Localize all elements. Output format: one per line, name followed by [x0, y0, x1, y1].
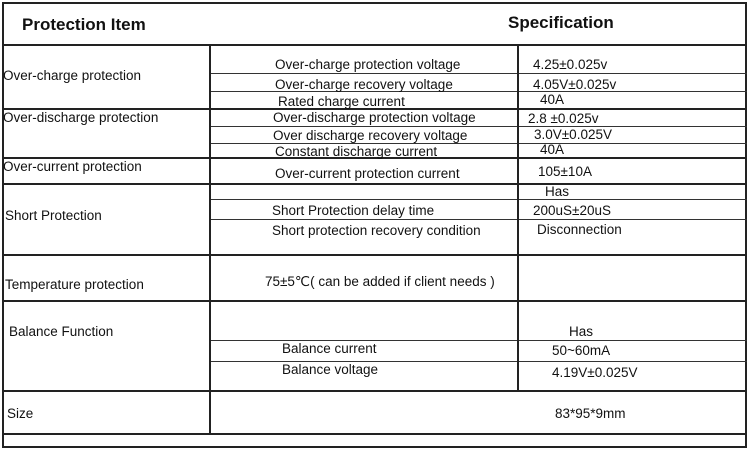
row-label-overcurrent: Over-current protection	[3, 159, 142, 174]
item-name: Over-charge protection voltage	[275, 57, 461, 72]
cell-divider	[210, 73, 747, 74]
item-name: Over-discharge protection voltage	[273, 110, 476, 125]
short-has-value: Has	[545, 184, 570, 199]
cell-divider	[210, 219, 747, 220]
row-label-overcharge: Over-charge protection	[3, 68, 142, 83]
item-value: 4.05V±0.025v	[533, 77, 617, 92]
size-value: 83*95*9mm	[555, 406, 626, 421]
row-label-balance: Balance Function	[9, 324, 114, 339]
header-specification: Specification	[508, 13, 614, 32]
item-value: 3.0V±0.025V	[534, 127, 612, 142]
item-name: Over-current protection current	[275, 166, 460, 181]
row-divider	[2, 300, 747, 302]
row-divider	[2, 390, 747, 392]
item-value: 40A	[540, 92, 565, 107]
row-label-overdischarge: Over-discharge protection	[3, 110, 159, 125]
item-value: 4.25±0.025v	[533, 57, 608, 72]
item-name: Short Protection delay time	[272, 203, 435, 218]
item-value: 200uS±20uS	[533, 203, 611, 218]
row-divider	[2, 183, 747, 185]
cell-divider	[210, 199, 747, 200]
item-name: Constant discharge current	[275, 144, 438, 159]
column-divider-left	[209, 46, 211, 433]
row-label-temperature: Temperature protection	[5, 277, 144, 292]
row-divider	[2, 433, 747, 435]
column-divider-right	[517, 46, 519, 390]
item-name: Rated charge current	[278, 94, 405, 109]
item-name: Short protection recovery condition	[272, 223, 481, 238]
item-value: 4.19V±0.025V	[552, 365, 638, 380]
header-divider	[2, 44, 747, 46]
item-value: 50~60mA	[552, 343, 611, 358]
temperature-note: 75±5℃( can be added if client needs )	[265, 274, 495, 289]
item-name: Over-charge recovery voltage	[275, 77, 453, 92]
item-name: Over discharge recovery voltage	[273, 128, 468, 143]
item-value: 105±10A	[538, 164, 592, 179]
item-value: 2.8 ±0.025v	[528, 111, 599, 126]
row-divider	[2, 254, 747, 256]
item-value: 40A	[540, 142, 565, 157]
item-name: Balance current	[282, 341, 377, 356]
item-value: Disconnection	[537, 222, 622, 237]
cell-divider	[210, 126, 747, 127]
header-protection-item: Protection Item	[22, 15, 146, 34]
balance-has-value: Has	[569, 324, 594, 339]
row-label-short: Short Protection	[5, 208, 102, 223]
row-label-size: Size	[7, 406, 34, 421]
item-name: Balance voltage	[282, 362, 379, 377]
